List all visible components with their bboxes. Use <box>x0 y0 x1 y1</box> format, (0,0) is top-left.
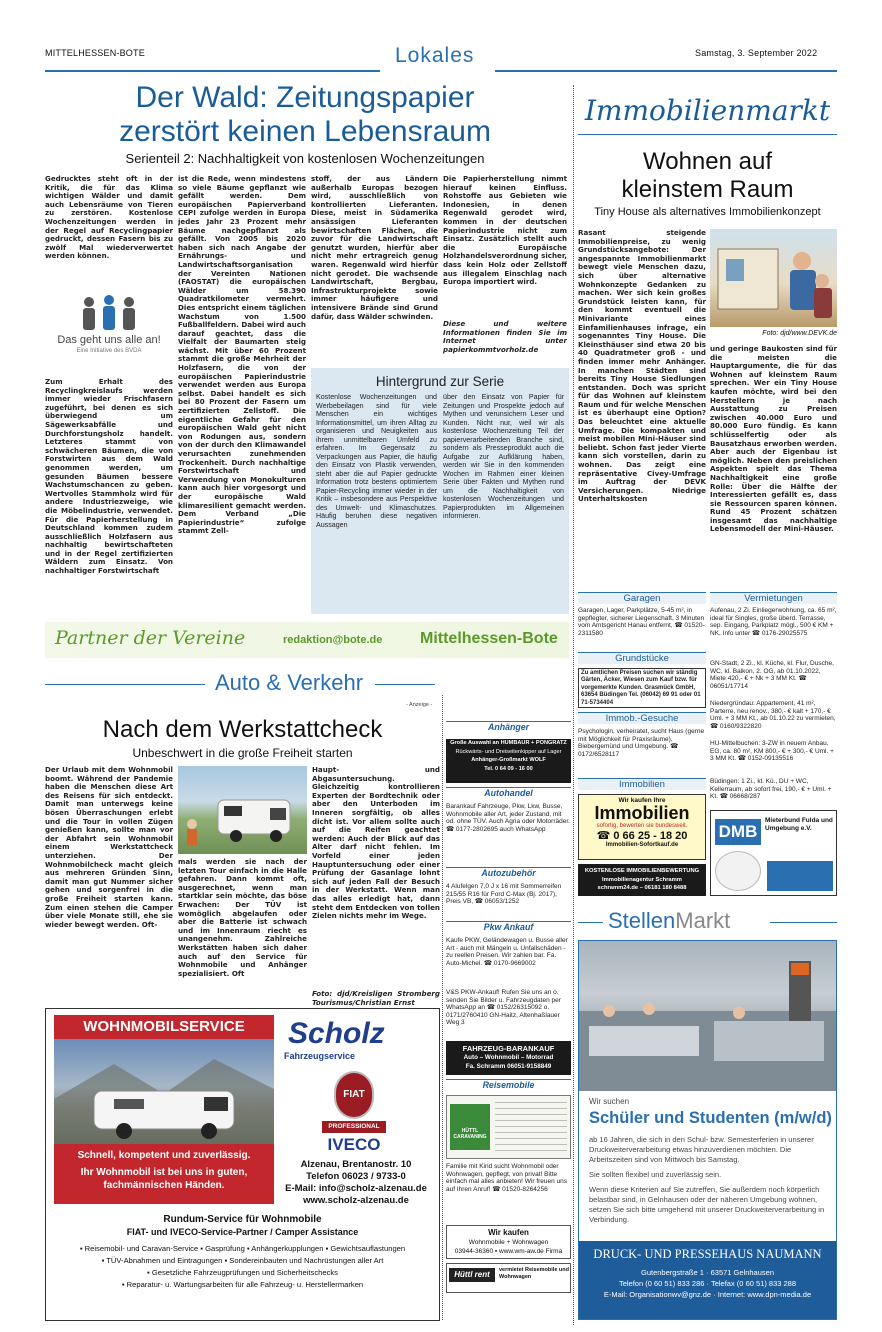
lead-column-4: Die Papierherstellung nimmt hierauf keinen Einfluss. Rohstoffe aus Gebieten wie Indonesien, in denen Regenwald gerodet wird, kommen in der deutschen Papierindustrie nicht zum Einsatz. Zusätzlich stellt auch die Europäische Holzhandelsverordnung sicher, dass kein Holz oder Zellstoff aus illegalem Einschlag nach Europa importiert wird. <box>443 175 567 287</box>
stellen-rule-left <box>578 922 603 923</box>
vermietung-3: Niedergründau: Appartement, 41 m², Parterre, neu renov., 380,- € kalt + 170,- € Uml. + 3 MM Kt., ab 01.10.22 zu vermieten, ☎ 0160/9322820 <box>710 700 836 730</box>
immo-column-1: Rasant steigende Immobilienpreise, zu wenig Grundstücksangebote: Der angespannte Immobilienmarkt bewegt viele Menschen dazu, sich über alternative Wohnkonzepte Gedanken zu machen. Wer sich kein großes Grundstück leisten kann, für den kommt eventuell die Minivariante eines Einfamilienhauses infrage, ein sogenanntes Tiny House. Die Kleinsthäuser sind etwa 20 bis 40 Quadratmeter groß - und finden immer mehr Anhänger. In manchen Städten sind bereits Tiny House Siedlungen entstanden. Doch was spricht für das Wohnen auf kleinstem Raum und für welche Menschen ist es überhaupt eine Option? Das beleuchtet eine aktuelle Umfrage. Die kompakten und meist mobilen Mini-Häuser sind beliebt. Schon fast jeder Vierte kann sich vorstellen, darin zu wohnen. Das zeigt eine repräsentative Civey-Umfrage im Auftrag der DEVK Versicherungen. Niedrige Unterhaltskosten <box>578 229 706 504</box>
fiat-logo-text: FIAT <box>343 1089 365 1100</box>
auto-rule-right <box>375 684 435 685</box>
cat-immob-gesuche: Immob.-Gesuche <box>578 712 706 724</box>
auto-anzeige-label: - Anzeige - <box>406 702 433 708</box>
stellen-headline: Schüler und Studenten (m/w/d) <box>589 1109 832 1127</box>
fahrzeug-barankauf-ad <box>446 1041 571 1075</box>
fahrzeug-barankauf-line-1: FAHRZEUG-BARANKAUF <box>462 1044 555 1053</box>
print-hall-photo <box>579 941 836 1091</box>
immo-header-rule <box>578 134 837 135</box>
stellen-text-2: Sie sollten flexibel und zuverlässig sein. <box>589 1170 722 1179</box>
sofortkauf-line-3: sofortig, bewerten sie bundesweit. <box>596 823 688 829</box>
cat-anhaenger: Anhänger <box>446 721 571 732</box>
section-title: Lokales <box>395 44 475 67</box>
vermietung-4: HU-Mittelbuchen: 3-ZW in neuem Anbau, EG, ca. 80 m², KM 800,- € + 300,- € Uml. + 3 MM Kt. ☎ 0152-09135516 <box>710 740 834 763</box>
scholz-bullets-1: ▪ Reisemobil- und Caravan-Service ▪ Gasprüfung ▪ Anhängerkupplungen ▪ Gewichtsauflastungen <box>79 1244 406 1253</box>
reisemobile-text: Familie mit Kind sucht Wohnmobil oder Wohnwagen, gepflegt, von privat! Bitte einfach mal alles anbieten! Wir freuen uns auf Ihren Anruf! ☎ 01520-8264256 <box>446 1163 568 1193</box>
auto-classifieds-divider <box>442 695 443 1320</box>
cat-immobilien: Immobilien <box>578 778 706 790</box>
vermietung-2: GN-Stadt, 2 Zi., kl. Küche, kl. Flur, Dusche, WC, kl. Balkon, 2. OG, ab 01.10.2022, Miete 420,- € + Nk + 3 MM Kt. ☎ 06051/17714 <box>710 660 834 690</box>
autohandel-text: Barankauf Fahrzeuge, Pkw, Lkw, Busse, Wohnmobile aller Art, jeder Zustand, mit od. ohne TÜV. Auch Agria oder Motorräder. ☎ 0177-2802695 auch WhatsApp <box>446 803 570 833</box>
cat-autozubehoer: Autozubehör <box>446 867 571 878</box>
scholz-banner: WOHNMOBILSERVICE <box>54 1015 274 1039</box>
scholz-slogan-box <box>54 1144 274 1204</box>
partner-bar-slogan: Partner der Vereine <box>55 627 246 649</box>
lead-title-line-2: zerstört keinen Lebensraum <box>119 115 491 148</box>
immo-header-text: Immobilienmarkt <box>584 94 831 127</box>
fiat-professional-badge: PROFESSIONAL <box>322 1121 386 1133</box>
naumann-phone: Telefon (0 60 51) 833 286 · Telefax (0 60 51) 833 288 <box>618 1279 797 1288</box>
anhaenger-ad <box>446 739 571 783</box>
right-column-divider <box>573 85 574 1325</box>
scholz-bullets-3: ▪ Gesetzliche Fahrzeugprüfungen und Sicherheitschecks <box>147 1268 338 1277</box>
stellen-title-a: Stellen <box>608 908 676 933</box>
wir-kaufen-line-2: Wohnmobile + Wohnwagen <box>468 1238 549 1246</box>
stellen-ad <box>578 940 837 1320</box>
immo-header <box>578 92 837 132</box>
fiat-logo <box>334 1071 374 1119</box>
dmb-bubble <box>715 851 761 891</box>
naumann-email[interactable]: E-Mail: Organisationwv@gnz.de · Internet: www.dpn-media.de <box>603 1290 812 1299</box>
partner-bar <box>45 622 569 658</box>
immobilienbewertung-ad <box>578 864 706 896</box>
immo-title-line-2: kleinstem Raum <box>621 176 794 203</box>
vs-ankauf-text: V&S PKW-Ankauf! Rufen Sie uns an o. senden Sie Bilder u. Fahrzeugdaten per WhatsApp an ☎ 0152/26315092 o. 0171/2760410 GN-Haitz, Altenhaßlauer Weg 3 <box>446 989 561 1027</box>
partner-bar-brand: Mittelhessen-Bote <box>420 630 558 647</box>
scholz-slogan-1: Schnell, kompetent und zuverlässig. <box>77 1150 251 1161</box>
lead-column-2: ist die Rede, wenn mindestens so viele Bäume gepflanzt wie gefällt werden. Dem europäischen Papierverband CEPI zufolge werden in Europa jedes Jahr 23 Prozent mehr Bäume nachgepflanzt als gefällt. Von 2005 bis 2020 haben sich nach Angabe der Ernährungs- und Landwirtschaftsorganisation der Vereinten Nationen (FAOSTAT) die europäischen Wälder um 58.390 Quadratkilometer vermehrt. Dies entspricht einem täglichen Wachstum von 1.500 Fußballfeldern. Dabei wird auch darauf geachtet, dass die Vielfalt der Baumarten steig wächst. Mit über 60 Prozent stammt die große Mehrheit der Holzfasern, die von der europäischen Papierindustrie verwendet werden aus Europa selbst. Dabei handelt es sich bei 80 Prozent der Fasern um zertifizierten Zellstoff. Die eigentliche Gefahr für den europäischen Wald geht nicht von Rodungen aus, sondern von der durch den Klimawandel verursachten zunehmenden Trockenheit. Durch nachhaltige Forstwirtschaft und Verwendung von Monokulturen kann auch hier vorgesorgt und der europäische Wald klimaresilient gemacht werden. Dem Verband „Die Papierindustrie“ zufolge stammt Zell- <box>178 175 306 536</box>
scholz-address-1: Alzenau, Brentanostr. 10 <box>300 1159 412 1170</box>
stellen-wir-suchen: Wir suchen <box>589 1097 630 1106</box>
immob-gesuche-text: Psychologin, verheiratet, sucht Haus (gerne mit Möglichkeit für Praxisräume), Biebergemünd und Umgebung. ☎ 0172/6528117 <box>578 728 705 758</box>
autozubehoer-text: 4 Alufelgen 7,0 J x 16 mit Sommerreifen 215/55 R16 für Ford C-Max (Bj. 2017), Preis VB, ☎ 06053/1252 <box>446 883 562 906</box>
cat-garagen: Garagen <box>578 592 706 604</box>
lead-column-1b: Zum Erhalt des Recyclingkreislaufs werden immer wieder Frischfasern zugeführt, bei denen es sich überwiegend um Sägewerksabfälle und Durchforstungsholz handelt. Letzteres stammt von schwächeren Bäumen, die von Forstwirten aus dem Wald genommen werden, um gesunden Bäumen bessere Wachstumschancen zu geben. Wertvolles Stammholz wird für andere Industriezweige, wie die Möbelindustrie, verwendet. Für die Papierherstellung in Deutschland kommen zudem ausschließlich Holzfasern aus nachhaltig bewirtschafteten und in der Regel zertifizierten Wäldern zum Einsatz. Von nachhaltiger Forstwirtschaft <box>45 378 173 576</box>
wir-kaufen-ad <box>446 1225 571 1259</box>
naumann-footer <box>579 1241 836 1319</box>
auto-section-word-a: Auto <box>215 670 261 695</box>
auto-column-2: mals werden sie nach der letzten Tour einfach in die Halle gefahren. Dann kommt oft, ausgerechnet, wenn man startklar sein möchte, das böse Erwachen: Der TÜV ist womöglich abgelaufen oder aber die Batterie ist schwach und im Innenraum riecht es unangenehm. Zahlreiche Werkstätten haben sich daher auch auf den Service für Wohnmobile und Anhänger spezialisiert. Oft <box>178 858 307 978</box>
huettl-ad <box>446 1095 571 1159</box>
bewertung-line-2: Immobilienagentur Schramm <box>602 876 682 883</box>
sofortkauf-url[interactable]: Immobilien-Sofortkauf.de <box>605 842 679 848</box>
immo-column-2: und geringe Baukosten sind für die meisten die Hauptargumente, die für das Wohnen auf kleinstem Raum sprechen. Wer ein Tiny House kaufen möchte, wird bei den Herstellern je nach Ausstattung zu Preisen zwischen 40.000 Euro und 80.000 Euro fündig. Es kann schlüsselfertig oder als Bausatzhaus erworben werden. Aber auch der Eigenbau ist möglich. Neben den preislichen Aspekten spielt das Thema Nachhaltigkeit eine große Rolle: Über die Hälfte der Interessierten gefällt es, dass sie Ressourcen sparen können. Rund 45 Prozent schätzen insgesamt das nachhaltige Lebensmodell der Mini-Häuser. <box>710 345 837 534</box>
fahrzeug-barankauf-line-3: Fa. Schramm 06051-9158849 <box>465 1063 552 1070</box>
mieterbund-ad <box>710 810 837 896</box>
scholz-bullets-4: ▪ Reparatur- u. Wartungsarbeiten für alle Fahrzeug- u. Herstellermarken <box>121 1280 364 1289</box>
stellen-title <box>608 908 730 934</box>
scholz-address-2: Telefon 06023 / 9733-0 <box>306 1171 406 1182</box>
tiny-house-photo <box>710 229 837 327</box>
series-background-right: über den Einsatz von Papier für Zeitungen und Prospekte jedoch auf Mythen und verunsichern Leser und Kunden. Nicht nur, weil wir als kostenlose Wochenzeitung Teil der papierverarbeitenden Branche sind, sondern als Presseprodukt auch die Aufgabe zur Aufklärung haben, werden wir Sie in den kommenden Wochen im Rahmen einer kleinen Serie über Fakten und Mythen rund um die Nachhaltigkeit von kostenlosen Wochenzeitungen und Papierprodukten im Allgemeinen informieren. <box>443 393 564 520</box>
huettl-rent-logo: Hüttl rent <box>449 1268 495 1282</box>
grundstuecke-ad: Zu amtlichen Preisen suchen wir ständig Gärten, Äcker, Wiesen zum Kauf bzw. für vorgemerkte Kunden. Grasmück GmbH, 63654 Büdingen Tel. (06042) 69 91 oder 01 71-5734404 <box>578 668 706 708</box>
anhaenger-ad-line-1: Große Auswahl an HUMBAUR + PONGRATZ <box>450 740 567 746</box>
scholz-logo-text: Scholz <box>288 1017 385 1050</box>
garagen-text: Garagen, Lager, Parkplätze, 5-45 m², in gepflegter, sicherer Liegenschaft, 3 Minuten vom Amtsgericht Hanau entfernt, ☎ 01520-2311580 <box>578 607 705 637</box>
sofortkauf-line-2: Immobilien <box>594 803 690 823</box>
bewertung-line-3: schramm24.de – 06181 180 8488 <box>597 885 687 891</box>
bvda-logo-text: Das geht uns alle an! <box>57 334 161 346</box>
naumann-firm: DRUCK- UND PRESSEHAUS NAUMANN <box>593 1247 822 1261</box>
sofortkauf-line-1: Wir kaufen Ihre <box>618 797 666 804</box>
wir-kaufen-line-1: Wir kaufen <box>488 1228 529 1237</box>
series-background-title: Hintergrund zur Serie <box>375 374 505 389</box>
series-background-box <box>311 368 569 614</box>
scholz-email[interactable]: E-Mail: info@scholz-alzenau.de <box>285 1183 427 1194</box>
auto-photo-credit: Foto: djd/Kreisligen Stromberg Tourismus/Christian Ernst <box>312 990 440 1007</box>
lead-column-4-info: Diese und weitere Informationen finden Sie im Internet unter papierkommtvorholz.de <box>443 320 567 354</box>
scholz-camper-image <box>54 1039 274 1144</box>
scholz-logo-sub: Fahrzeugservice <box>284 1051 356 1061</box>
cat-vermietungen: Vermietungen <box>710 592 837 604</box>
auto-section-amp: & <box>266 670 282 695</box>
bvda-logo-figures <box>77 294 141 332</box>
scholz-logo <box>282 1017 432 1065</box>
immo-title-line-1: Wohnen auf <box>643 148 772 175</box>
cat-autohandel: Autohandel <box>446 787 571 798</box>
anhaenger-ad-line-2: Rückwärts- und Dreiseitenkipper auf Lager <box>455 748 562 755</box>
scholz-ad <box>45 1008 440 1321</box>
lead-column-3: stoff, der aus Ländern außerhalb Europas bezogen wird, ausschließlich von kontrollierten Lieferanten. Diese, meist in Südamerika ansässigen Lieferanten bewirtschaften Flächen, die zuvor für die Landwirtschaft genutzt wurden, hierfür aber nicht mehr ertragreich genug waren. Regenwald wird hierfür nicht gerodet. Die wachsende Landwirtschaft, Bergbau, Infrastrukturprojekte sowie immer häufigere und intensivere Brände sind Grund dafür, dass Wälder schwinden. <box>311 175 438 321</box>
huettl-ad-text-lines <box>495 1102 567 1154</box>
dmb-logo: DMB <box>715 819 761 845</box>
classifieds-auto <box>446 695 571 1323</box>
vermietung-1: Aufenau, 2 Zi. Einliegerwohnung, ca. 65 m², ideal für Singles, große überd. Terrasse, sep. Eingang, Parkplatz mögl., 500 € KM + NK, Info unter ☎ 0176-29025575 <box>710 607 837 637</box>
auto-section-word-b: Verkehr <box>287 670 364 695</box>
dmb-text: Mieterbund Fulda und Umgebung e.V. <box>765 817 833 832</box>
issue-date: Samstag, 3. September 2022 <box>695 48 818 58</box>
immo-photo-credit: Foto: djd/www.DEVK.de <box>762 330 837 337</box>
scholz-bullets-2: ▪ TÜV-Abnahmen und Eintragungen ▪ Sondereinbauten und Nachrüstungen aller Art <box>101 1256 384 1265</box>
sofortkauf-phone: ☎ 0 66 25 - 18 20 <box>596 830 688 842</box>
fahrzeug-barankauf-line-2: Auto – Wohnmobil – Motorrad <box>463 1054 554 1061</box>
bewertung-line-1: KOSTENLOSE IMMOBILIENBEWERTUNG <box>584 868 700 874</box>
stellen-text-3: Wenn diese Kriterien auf Sie zutreffen, Sie außerdem noch körperlich belastbar sind, in Gelnhausen oder der näheren Umgebung wohnen, setzen Sie sich bitte umgehend mit unserer Druckweiterverarbeitung in Verbindung. <box>589 1185 825 1224</box>
auto-title: Nach dem Werkstattcheck <box>102 716 383 743</box>
series-background-left: Kostenlose Wochenzeitungen und Werbebeilagen sind für viele Menschen ein wichtiges Informationsmittel, um ihren Alltag zu organisieren und Neuigkeiten aus ihrem unmittelbaren Umfeld zu erfahren. Im Gegensatz zu Verpackungen aus Papier, die häufig den Einsatz von Plastik verwenden, steht aber die auf Papier gedruckte Information trotz bestens optimiertem Papier-Recycling immer wieder in der Kritik – insbesondere aus Perspektive des Umwelt- und Klimaschutzes. Häufig beruhen diese negativen Aussagen <box>316 393 437 529</box>
immobilien-sofortkauf-ad <box>578 794 706 860</box>
huettl-ad-logo <box>450 1104 490 1150</box>
auto-section-title <box>215 670 363 696</box>
anhaenger-ad-line-4: Tel. 0 64 09 - 16 00 <box>484 765 533 772</box>
cat-reisemobile: Reisemobile <box>446 1079 571 1090</box>
lead-subtitle: Serienteil 2: Nachhaltigkeit von kostenlosen Wochenzeitungen <box>125 151 485 166</box>
iveco-logo: IVECO <box>327 1135 381 1154</box>
cat-pkw-ankauf: Pkw Ankauf <box>446 921 571 932</box>
stellen-title-b: Markt <box>675 908 731 933</box>
lead-title-line-1: Der Wald: Zeitungspapier <box>135 81 475 114</box>
newspaper-name: MITTELHESSEN-BOTE <box>45 48 145 58</box>
dmb-info-box <box>767 861 833 891</box>
auto-column-3: Haupt- und Abgasuntersuchung. Gleichzeitig kontrollieren Experten der Bordtechnik oder aber den Unterboden im Inneren sorgfältig, ob alles dicht ist. Vor allem sollte auch auf die Reifen geachtet werden: Auch der Blick auf das Alter darf nicht fehlen. Im Vorfeld einer jeden Hauptuntersuchung oder einer Prüfung der Gasanlage lohnt sich auf jeden Fall der Besuch in der Werkstatt. Wenn man das alles erledigt hat, dann steht dem Entdecken von tollen Zielen nichts mehr im Wege. <box>312 766 440 921</box>
lead-column-1a: Gedrucktes steht oft in der Kritik, die für das Klima wichtigen Wälder und damit auch Lebensräume von Tieren zu zerstören. Kostenlose Wochenzeitungen werden in der Regel auf Recyclingpapier gedruckt, dessen Fasern bis zu zwölf Mal wiederverwertet werden können. <box>45 175 173 261</box>
huettl-ad-name: HÜTTL CARAVANING <box>453 1128 487 1140</box>
bvda-logo <box>45 292 173 362</box>
stellen-text-1: ab 16 Jahren, die sich in den Schul- bzw. Semesterferien in unserer Druckweiterverarbeitung etwas hinzuverdienen möchten. Die Arbeitszeiten sind von Mittwoch bis Samstag. <box>589 1135 814 1164</box>
bvda-logo-subtext: Eine Initiative des BVDA <box>76 348 142 354</box>
scholz-footer-sub: FIAT- und IVECO-Service-Partner / Camper Assistance <box>126 1227 359 1237</box>
camper-photo <box>178 766 307 854</box>
scholz-website[interactable]: www.scholz-alzenau.de <box>303 1195 409 1206</box>
auto-subtitle: Unbeschwert in die große Freiheit starten <box>132 746 353 760</box>
scholz-footer-title: Rundum-Service für Wohnmobile <box>163 1214 322 1225</box>
partner-bar-email[interactable]: redaktion@bote.de <box>283 634 383 646</box>
header-rule-right <box>495 70 837 72</box>
anhaenger-ad-line-3: Anhänger-Großmarkt WOLF <box>471 757 546 763</box>
auto-rule-left <box>45 684 205 685</box>
vermietung-5: Büdingen: 1 Zi., kl. Kü., DU + WC, Kellerraum, ab sofort frei, 190,- € + Uml. + Kt. ☎ 06668/287 <box>710 778 832 801</box>
scholz-slogan-2: Ihr Wohnmobil ist bei uns in guten, fachmännischen Händen. <box>80 1167 248 1191</box>
cat-grundstuecke: Grundstücke <box>578 652 706 664</box>
pkw-ankauf-text: Kaufe PKW, Geländewagen u. Busse aller Art - auch mit Mängeln u. Unfallschäden - zu reellen Preisen. Wir zahlen bar. Fa. Auto-Michel. ☎ 0170-9669002 <box>446 937 568 967</box>
naumann-address: Gutenbergstraße 1 · 63571 Gelnhausen <box>640 1268 774 1277</box>
immo-subtitle: Tiny House als alternatives Immobilienkonzept <box>594 206 821 218</box>
stellen-rule-right <box>770 922 837 923</box>
header-rule-left <box>45 70 380 72</box>
huettl-rent-text: vermietet Reisemobile und Wohnwagen <box>499 1267 569 1280</box>
huettl-rent-ad <box>446 1263 571 1293</box>
wir-kaufen-line-3: 03944-36360 ▪ www.wm-aw.de Firma <box>454 1248 563 1255</box>
auto-column-1: Der Urlaub mit dem Wohnmobil boomt. Während der Pandemie haben die Menschen diese Art des Reisens für sich entdeckt. Damit man unterwegs keine bösen Überraschungen erlebt und die Tour in vollen Zügen genießen kann, sollte man vor der Abfahrt sein Wohnmobil einem Werkstattcheck unterziehen. Der Wohnmobilcheck macht gleich aus mehreren Gründen Sinn, damit man gut Nummer sicher gehen und sorgenfrei in die große Freiheit starten kann. Zum einen stehen die Camper über viele Monate still, ehe sie wieder bewegt werden. Oft- <box>45 766 173 929</box>
